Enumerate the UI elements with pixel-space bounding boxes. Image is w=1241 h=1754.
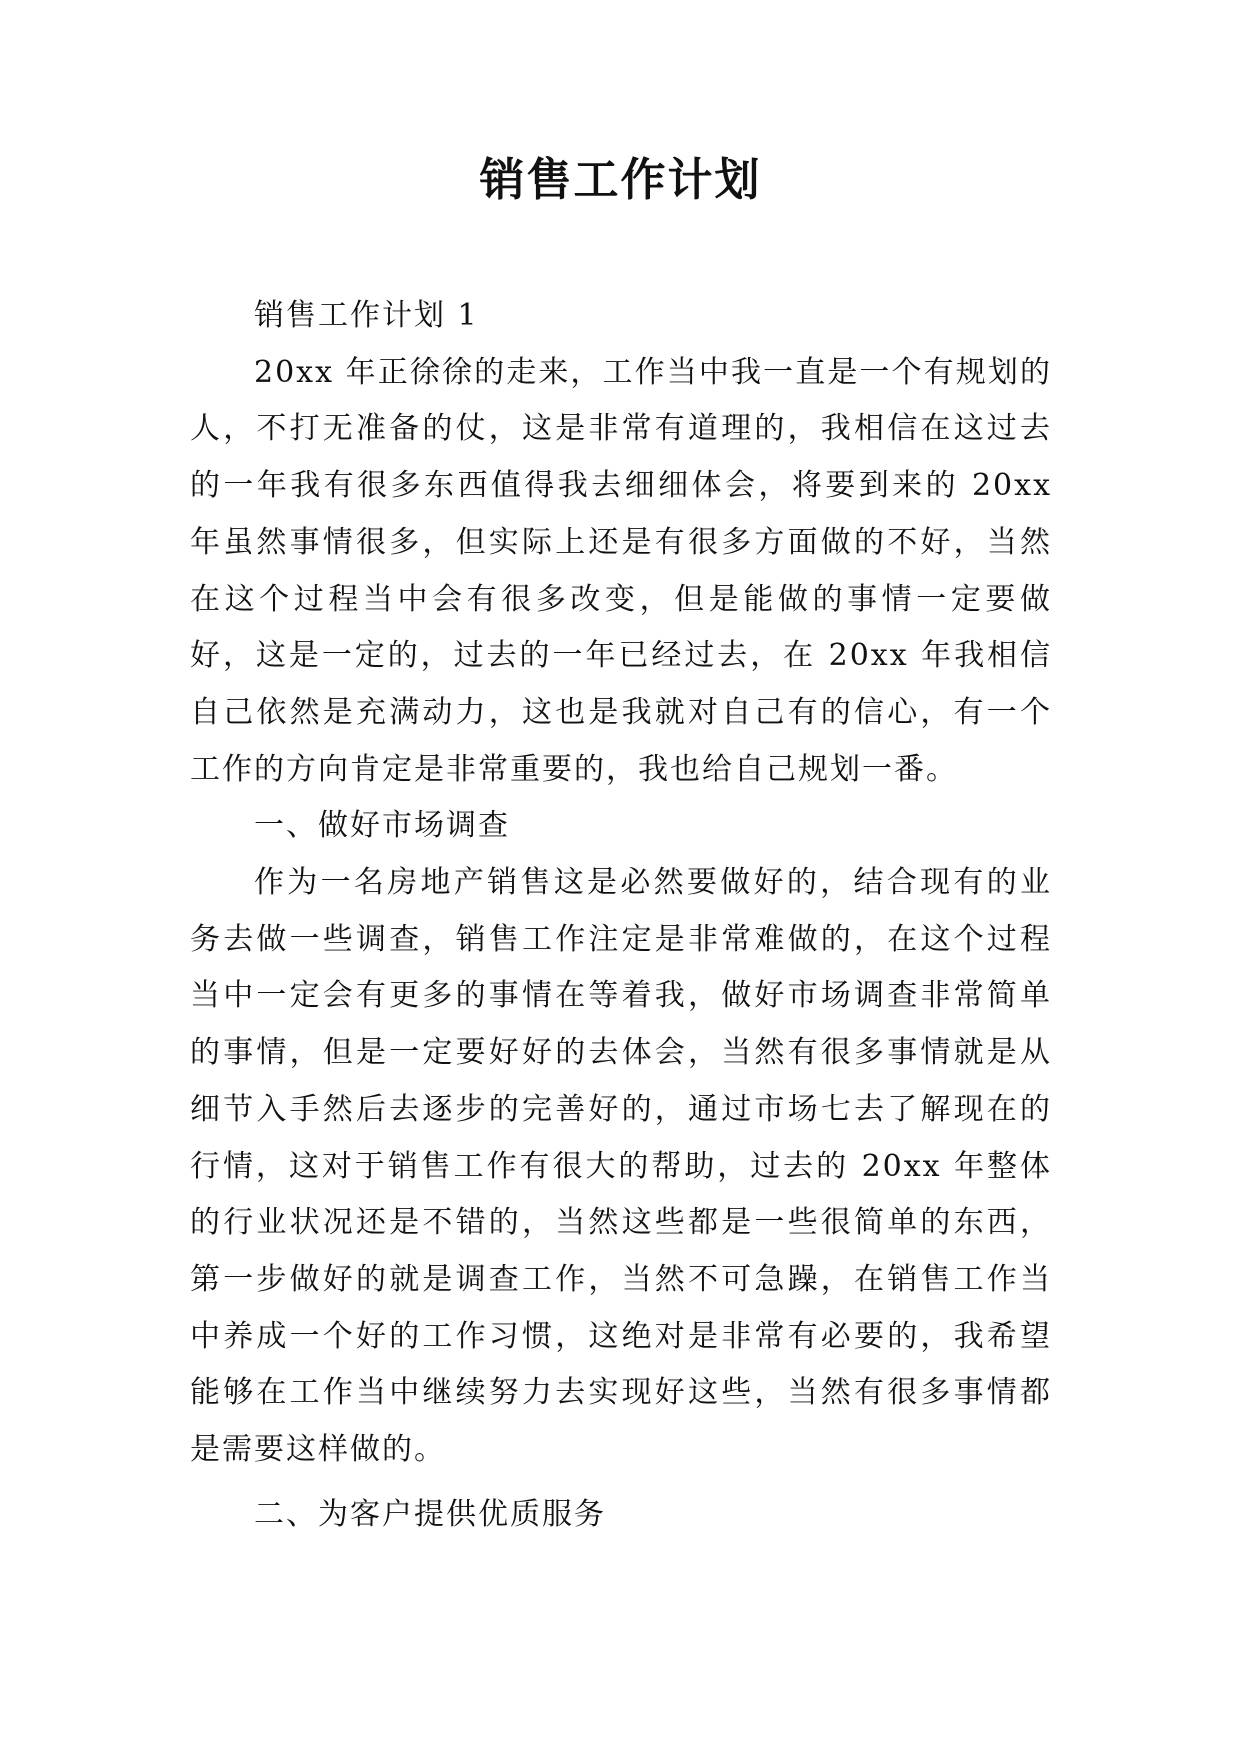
section-1-heading: 一、做好市场调查 xyxy=(254,808,510,844)
plan-subtitle: 销售工作计划 1 xyxy=(254,298,479,333)
section-2-heading: 二、为客户提供优质服务 xyxy=(254,1496,606,1532)
section-1-paragraph: 作为一名房地产销售这是必然要做好的，结合现有的业务去做一些调查，销售工作注定是非常难做的，在这个过程当中一定会有更多的事情在等着我，做好市场调查非常简单的事情，但是一定要好好的去体会，当然有很多事情就是从细节入手然后去逐步的完善好的，通过市场七去了解现在的行情，这对于销售工作有很大的帮助，过去的 20xx 年整体的行业状况还是不错的，当然这些都是一些很简单的东西，第一步做好的就是调查工作，当然不可急躁，在销售工作当中养成一个好的工作习惯，这绝对是非常有必要的，我希望能够在工作当中继续努力去实现好这些，当然有很多事情都是需要这样做的。 xyxy=(190,865,1052,1468)
document-title: 销售工作计划 xyxy=(479,153,762,206)
document-body xyxy=(190,288,1052,1543)
intro-paragraph: 20xx 年正徐徐的走来，工作当中我一直是一个有规划的人，不打无准备的仗，这是非常有道理的，我相信在这过去的一年我有很多东西值得我去细细体会，将要到来的 20xx 年虽然事情很多，但实际上还是有很多方面做的不好，当然在这个过程当中会有很多改变，但是能做的事情一定要做好，这是一定的，过去的一年已经过去，在 20xx 年我相信自己依然是充满动力，这也是我就对自己有的信心，有一个工作的方向肯定是非常重要的，我也给自己规划一番。 xyxy=(190,354,1052,787)
